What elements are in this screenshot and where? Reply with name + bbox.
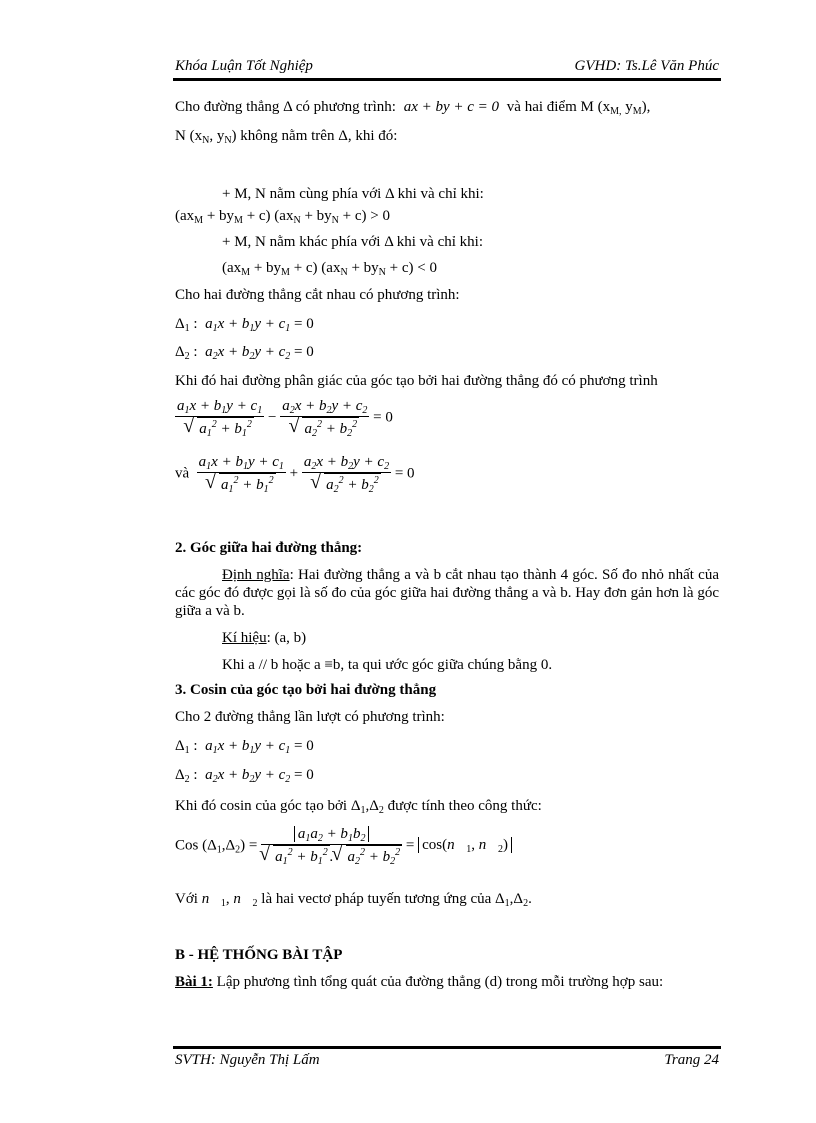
p2-text: không nằm trên Δ, khi đó: (240, 128, 398, 144)
normal-vectors-line: Với $n⃗_1$, $n⃗_2$ là hai vectơ pháp tuyến tương ứng của $\Delta_1,\Delta_2$. (175, 891, 532, 909)
diff-side-text: + M, N nằm khác phía với Δ khi và chỉ khi: (222, 234, 483, 250)
footer-right: Trang 24 (664, 1052, 719, 1068)
p1-sub-m2: M (632, 106, 642, 117)
header-left: Khóa Luận Tốt Nghiệp (175, 58, 313, 74)
def-text: : Hai đường thẳng a và b cắt nhau tạo thành 4 góc. Số đo nhỏ nhất của các góc đó được gọi là số đo của góc giữa hai đường thẳng a và b. Hay đơn gản hơn là góc giữa a và b. (175, 567, 719, 619)
section-2-title: 2. Góc giữa hai đường thẳng: (175, 540, 363, 556)
def-label: Định nghĩa (222, 567, 290, 583)
footer-rule (173, 1046, 721, 1049)
sym-label: Kí hiệu (222, 630, 267, 646)
cond-lt: < 0 (417, 260, 437, 276)
p1-text-y: y (621, 99, 633, 115)
section-b-title: B - HỆ THỐNG BÀI TẬP (175, 947, 343, 963)
bisector-text: Khi đó hai đường phân giác của góc tạo bởi hai đường thẳng đó có phương trình (175, 373, 658, 389)
sec3-intro: Cho 2 đường thẳng lần lượt có phương trình: (175, 709, 445, 725)
exercise-1 (175, 973, 663, 991)
exercise-text: Lập phương tình tổng quát của đường thẳng (d) trong mỗi trường hợp sau: (212, 974, 664, 990)
cos-intro: Khi đó cosin của góc tạo bởi (175, 798, 348, 814)
delta2-eq: $\Delta_2$ : $a_2x + b_2y + c_2 = 0$ (175, 344, 314, 362)
header-rule (173, 78, 721, 81)
two-lines-text: Cho hai đường thẳng cắt nhau có phương trình: (175, 287, 460, 303)
p1-sub-m: M, (610, 106, 622, 117)
page-footer (175, 1052, 719, 1069)
line-1 (175, 98, 650, 116)
header-right: GVHD: Ts.Lê Văn Phúc (574, 58, 719, 74)
bisector-eq-1: $a_1x + b_1y + c_1$ √ $a_1^2 + b_1^2$ − $a_2x + b_2y + c_2$ √ $a_2^2 + b_2^2$ = 0 (175, 396, 393, 440)
line-equation: ax + by + c = 0 (403, 99, 500, 115)
same-side-text: + M, N nằm cùng phía với Δ khi và chỉ khi: (222, 186, 484, 202)
p1-text-a: Cho đường thẳng Δ có phương trình: (175, 99, 396, 115)
sym-text: : (a, b) (266, 630, 307, 646)
cos-label: Cos ( (175, 837, 208, 854)
and-word: và (175, 465, 190, 482)
delta1-eq: $\Delta_1$ : $a_1x + b_1y + c_1 = 0$ (175, 316, 314, 334)
symbol-line (222, 629, 306, 647)
page-header (175, 58, 719, 75)
exercise-label: Bài 1: (175, 974, 213, 990)
normal-text: là hai vectơ pháp tuyến tương ứng của (261, 891, 492, 907)
p1-close: ), (641, 99, 651, 115)
parallel-note: Khi a // b hoặc a ≡b, ta qui ước góc giữa chúng bằng 0. (222, 657, 553, 673)
cos-intro-line: Khi đó cosin của góc tạo bởi $\Delta_1,\Delta_2$ được tính theo công thức: (175, 798, 542, 816)
cos-formula: Cos $(\Delta_1,\Delta_2)$ = $a_1a_2 + b_1b_2$ √ $a_1^2 + b_1^2$ .√ $a_2^2 + b_2^2$ = $\cos(n⃗_1$, $n⃗_2$) (175, 824, 512, 868)
sec3-delta1-eq: $\Delta_1$ : $a_1x + b_1y + c_1 = 0$ (175, 738, 314, 756)
line-2: N ($x_N$, $y_N$) không nằm trên Δ, khi đó: (175, 128, 398, 146)
p1-text-b: và hai điểm M (x (506, 99, 611, 115)
sec3-delta2-eq: $\Delta_2$ : $a_2x + b_2y + c_2 = 0$ (175, 767, 314, 785)
cos-intro-2: được tính theo công thức: (387, 798, 542, 814)
section-3-title: 3. Cosin của góc tạo bởi hai đường thẳng (175, 682, 437, 698)
same-side-condition: $(ax_M + by_M + c) (ax_N + by_N + c) > 0$ (175, 208, 390, 226)
cond-gt: > 0 (370, 208, 390, 224)
definition-paragraph (175, 566, 719, 620)
bisector-eq-2: và $a_1x + b_1y + c_1$ √ $a_1^2 + b_1^2$ + $a_2x + b_2y + c_2$ √ $a_2^2 + b_2^2$ = 0 (175, 452, 415, 496)
footer-left: SVTH: Nguyễn Thị Lấm (175, 1052, 320, 1068)
normal-prefix: Với (175, 891, 198, 907)
diff-side-condition: $(ax_M + by_M + c) (ax_N + by_N + c) < 0$ (222, 260, 437, 278)
